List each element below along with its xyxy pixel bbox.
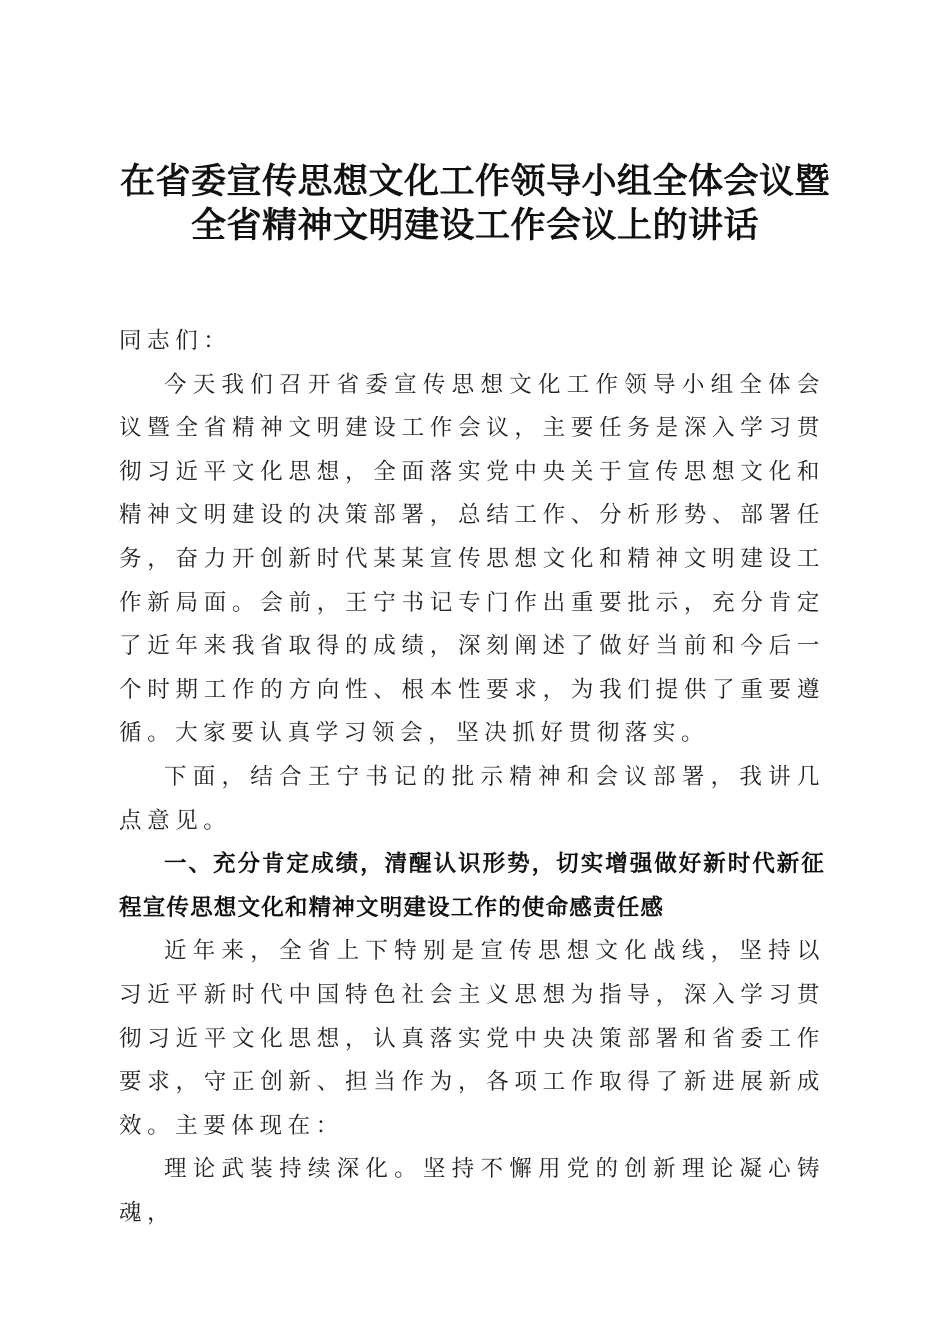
outline-paragraph: 下面，结合王宁书记的批示精神和会议部署，我讲几点意见。 — [119, 763, 825, 834]
document-title-line-1: 在省委宣传思想文化工作领导小组全体会议暨 — [119, 161, 830, 202]
section-heading-1: 一、充分肯定成绩，清醒认识形势，切实增强做好新时代新征程宣传思想文化和精神文明建设工作的使命感责任感 — [119, 851, 825, 921]
document-title-line-2: 全省精神文明建设工作会议上的讲话 — [190, 205, 759, 246]
salutation: 同志们： — [119, 328, 232, 354]
document-body — [119, 320, 825, 1235]
intro-paragraph: 今天我们召开省委宣传思想文化工作领导小组全体会议暨全省精神文明建设工作会议，主要任务是深入学习贯彻习近平文化思想，全面落实党中央关于宣传思想文化和精神文明建设的决策部署，总结工作、分析形势、部署任务，奋力开创新时代某某宣传思想文化和精神文明建设工作新局面。会前，王宁书记专门作出重要批示，充分肯定了近年来我省取得的成绩，深刻阐述了做好当前和今后一个时期工作的方向性、根本性要求，为我们提供了重要遵循。大家要认真学习领会，坚决抓好贯彻落实。 — [119, 371, 825, 747]
section-1-paragraph: 近年来，全省上下特别是宣传思想文化战线，坚持以习近平新时代中国特色社会主义思想为指导，深入学习贯彻习近平文化思想，认真落实党中央决策部署和省委工作要求，守正创新、担当作为，各项工作取得了新进展新成效。主要体现在： — [119, 938, 825, 1139]
section-1-paragraph: 理论武装持续深化。坚持不懈用党的创新理论凝心铸魂， — [119, 1156, 825, 1226]
